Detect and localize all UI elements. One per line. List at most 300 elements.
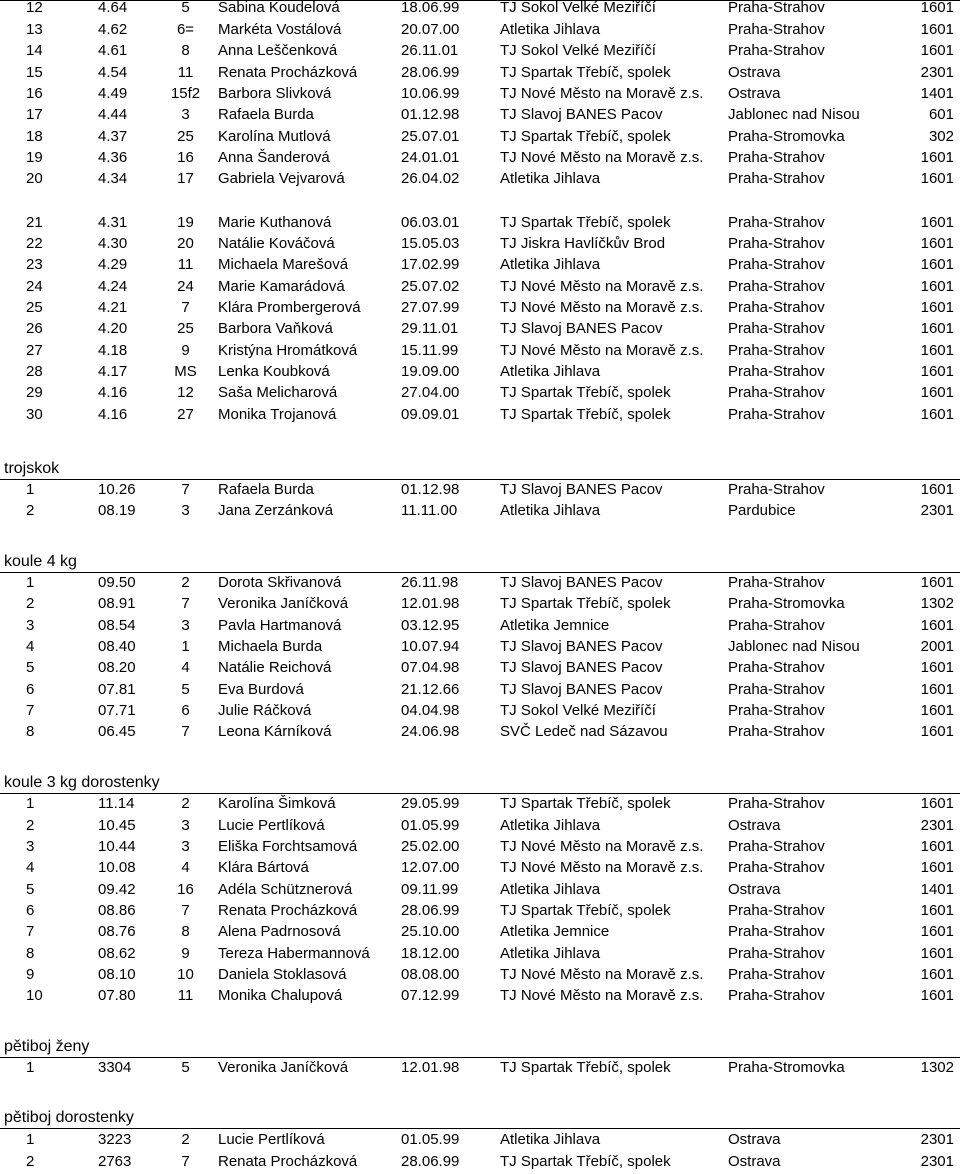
club-name: Atletika Jihlava (500, 363, 601, 380)
athlete-name: Anna Leščenková (218, 42, 338, 59)
row-index: 30 (26, 406, 43, 423)
result-row (0, 83, 960, 104)
birth-date: 09.11.99 (401, 881, 459, 898)
athlete-name: Marie Kamarádová (218, 278, 345, 295)
athlete-name: Pavla Hartmanová (218, 617, 342, 634)
result-row (0, 361, 960, 382)
athlete-name: Monika Chalupová (218, 987, 343, 1004)
section-title: trojskok (4, 460, 60, 477)
birth-date: 11.11.00 (401, 502, 458, 519)
meet-code: 1601 (920, 902, 954, 919)
row-index: 2 (26, 817, 35, 834)
meet-code: 1601 (920, 384, 954, 401)
row-index: 28 (26, 363, 43, 380)
result-value: 08.10 (98, 966, 136, 983)
club-name: Atletika Jihlava (500, 256, 601, 273)
result-value: 08.62 (98, 945, 136, 962)
result-value: 4.49 (98, 85, 128, 102)
meet-code: 1601 (920, 278, 954, 295)
meet-code: 1601 (920, 170, 954, 187)
birth-date: 25.07.02 (401, 278, 460, 295)
result-row (0, 572, 960, 593)
venue: Praha-Strahov (728, 42, 825, 59)
place: 25 (177, 128, 194, 145)
athlete-name: Klára Bártová (218, 859, 309, 876)
athlete-name: Sabina Koudelová (218, 0, 340, 16)
club-name: Atletika Jihlava (500, 1131, 601, 1148)
row-index: 23 (26, 256, 43, 273)
row-index: 22 (26, 235, 43, 252)
row-index: 2 (26, 502, 35, 519)
athlete-name: Lucie Pertlíková (218, 817, 325, 834)
result-row (0, 857, 960, 878)
birth-date: 01.12.98 (401, 481, 460, 498)
row-index: 1 (26, 1059, 35, 1076)
club-name: Atletika Jihlava (500, 170, 601, 187)
athlete-name: Anna Šanderová (218, 149, 330, 166)
result-row (0, 921, 960, 942)
row-index: 16 (26, 85, 43, 102)
result-row (0, 943, 960, 964)
row-index: 14 (26, 42, 43, 59)
meet-code: 1601 (920, 320, 954, 337)
venue: Praha-Strahov (728, 214, 825, 231)
birth-date: 26.04.02 (401, 170, 460, 187)
place: 4 (181, 859, 190, 876)
place: 3 (181, 502, 190, 519)
meet-code: 2301 (920, 64, 954, 81)
venue: Praha-Strahov (728, 923, 825, 940)
club-name: TJ Spartak Třebíč, spolek (500, 1153, 671, 1170)
place: 6= (176, 21, 195, 38)
result-row (0, 318, 960, 339)
club-name: TJ Spartak Třebíč, spolek (500, 406, 671, 423)
place: 3 (181, 617, 190, 634)
place: 7 (181, 299, 190, 316)
club-name: TJ Nové Město na Moravě z.s. (500, 85, 704, 102)
athlete-name: Kristýna Hromátková (218, 342, 358, 359)
row-index: 26 (26, 320, 43, 337)
row-index: 20 (26, 170, 43, 187)
venue: Ostrava (728, 817, 781, 834)
athlete-name: Barbora Slivková (218, 85, 332, 102)
result-row (0, 233, 960, 254)
athlete-name: Veronika Janíčková (218, 595, 349, 612)
result-row (0, 340, 960, 361)
athlete-name: Eliška Forchtsamová (218, 838, 358, 855)
club-name: TJ Nové Město na Moravě z.s. (500, 966, 704, 983)
club-name: TJ Spartak Třebíč, spolek (500, 1059, 671, 1076)
row-index: 24 (26, 278, 43, 295)
row-index: 29 (26, 384, 43, 401)
place: 16 (177, 881, 194, 898)
result-row (0, 404, 960, 425)
result-value: 4.61 (98, 42, 128, 59)
club-name: TJ Spartak Třebíč, spolek (500, 795, 671, 812)
place: 25 (177, 320, 194, 337)
athlete-name: Renata Procházková (218, 902, 358, 919)
row-index: 8 (26, 945, 35, 962)
athlete-name: Barbora Vaňková (218, 320, 333, 337)
row-index: 3 (26, 838, 35, 855)
row-index: 21 (26, 214, 43, 231)
venue: Praha-Strahov (728, 170, 825, 187)
birth-date: 18.06.99 (401, 0, 460, 16)
meet-code: 1601 (920, 945, 954, 962)
club-name: TJ Slavoj BANES Pacov (500, 638, 663, 655)
birth-date: 10.06.99 (401, 85, 460, 102)
athlete-name: Alena Padrnosová (218, 923, 341, 940)
result-value: 08.91 (98, 595, 136, 612)
result-value: 08.54 (98, 617, 136, 634)
club-name: TJ Slavoj BANES Pacov (500, 681, 663, 698)
result-value: 07.71 (98, 702, 136, 719)
result-row (0, 147, 960, 168)
club-name: Atletika Jihlava (500, 502, 601, 519)
result-row (0, 657, 960, 678)
athlete-name: Jana Zerzánková (218, 502, 334, 519)
venue: Praha-Strahov (728, 617, 825, 634)
result-row (0, 40, 960, 61)
row-index: 5 (26, 659, 35, 676)
result-row (0, 636, 960, 657)
result-row (0, 0, 960, 18)
meet-code: 2301 (920, 502, 954, 519)
place: 4 (181, 659, 190, 676)
birth-date: 27.04.00 (401, 384, 460, 401)
result-value: 4.37 (98, 128, 128, 145)
venue: Jablonec nad Nisou (728, 106, 860, 123)
birth-date: 17.02.99 (401, 256, 460, 273)
birth-date: 25.02.00 (401, 838, 460, 855)
place: 20 (177, 235, 194, 252)
birth-date: 12.01.98 (401, 1059, 460, 1076)
club-name: TJ Nové Město na Moravě z.s. (500, 987, 704, 1004)
birth-date: 19.09.00 (401, 363, 460, 380)
place: 3 (181, 838, 190, 855)
result-value: 4.21 (98, 299, 128, 316)
row-index: 4 (26, 638, 35, 655)
club-name: TJ Sokol Velké Meziříčí (500, 42, 656, 59)
place: 2 (181, 574, 190, 591)
club-name: TJ Spartak Třebíč, spolek (500, 384, 671, 401)
club-name: TJ Slavoj BANES Pacov (500, 574, 663, 591)
meet-code: 1601 (920, 235, 954, 252)
venue: Praha-Strahov (728, 945, 825, 962)
club-name: TJ Spartak Třebíč, spolek (500, 64, 671, 81)
athlete-name: Saša Melicharová (218, 384, 338, 401)
venue: Praha-Strahov (728, 723, 825, 740)
athlete-name: Leona Kárníková (218, 723, 332, 740)
place: 9 (181, 342, 190, 359)
row-index: 1 (26, 795, 35, 812)
athlete-name: Veronika Janíčková (218, 1059, 349, 1076)
result-row (0, 593, 960, 614)
birth-date: 07.04.98 (401, 659, 460, 676)
birth-date: 27.07.99 (401, 299, 460, 316)
meet-code: 1601 (920, 342, 954, 359)
result-value: 4.31 (98, 214, 128, 231)
result-value: 4.17 (98, 363, 128, 380)
athlete-name: Marie Kuthanová (218, 214, 332, 231)
result-value: 3223 (98, 1131, 132, 1148)
meet-code: 1601 (920, 363, 954, 380)
meet-code: 1601 (920, 21, 954, 38)
venue: Praha-Stromovka (728, 128, 845, 145)
place: 5 (181, 1059, 190, 1076)
meet-code: 1601 (920, 723, 954, 740)
venue: Praha-Strahov (728, 235, 825, 252)
birth-date: 29.05.99 (401, 795, 460, 812)
meet-code: 1601 (920, 299, 954, 316)
meet-code: 1302 (920, 595, 954, 612)
result-row (0, 212, 960, 233)
birth-date: 20.07.00 (401, 21, 460, 38)
place: 17 (177, 170, 194, 187)
row-index: 2 (26, 1153, 35, 1170)
athlete-name: Michaela Marešová (218, 256, 349, 273)
result-value: 2763 (98, 1153, 132, 1170)
birth-date: 01.12.98 (401, 106, 460, 123)
venue: Praha-Strahov (728, 481, 825, 498)
venue: Praha-Strahov (728, 278, 825, 295)
meet-code: 1601 (920, 149, 954, 166)
place: 8 (181, 42, 190, 59)
club-name: TJ Slavoj BANES Pacov (500, 106, 663, 123)
venue: Praha-Stromovka (728, 595, 845, 612)
athlete-name: Eva Burdová (218, 681, 304, 698)
row-index: 6 (26, 681, 35, 698)
venue: Praha-Strahov (728, 363, 825, 380)
club-name: TJ Nové Město na Moravě z.s. (500, 299, 704, 316)
row-index: 12 (26, 0, 43, 16)
club-name: Atletika Jihlava (500, 21, 601, 38)
meet-code: 601 (928, 106, 954, 123)
place: 2 (181, 1131, 190, 1148)
row-index: 27 (26, 342, 43, 359)
meet-code: 1601 (920, 838, 954, 855)
birth-date: 21.12.66 (401, 681, 460, 698)
result-value: 11.14 (98, 795, 135, 812)
result-value: 08.76 (98, 923, 136, 940)
birth-date: 15.11.99 (401, 342, 459, 359)
athlete-name: Rafaela Burda (218, 106, 314, 123)
place: 7 (181, 1153, 190, 1170)
meet-code: 1601 (920, 987, 954, 1004)
meet-code: 1401 (920, 85, 954, 102)
club-name: TJ Nové Město na Moravě z.s. (500, 149, 704, 166)
venue: Praha-Strahov (728, 21, 825, 38)
venue: Praha-Strahov (728, 320, 825, 337)
birth-date: 12.07.00 (401, 859, 460, 876)
result-value: 4.44 (98, 106, 128, 123)
result-value: 4.18 (98, 342, 128, 359)
section-title: pětiboj ženy (4, 1038, 90, 1055)
place: MS (174, 363, 197, 380)
place: 8 (181, 923, 190, 940)
place: 7 (181, 723, 190, 740)
place: 27 (177, 406, 194, 423)
meet-code: 1601 (920, 406, 954, 423)
venue: Praha-Strahov (728, 384, 825, 401)
result-row (0, 62, 960, 83)
venue: Praha-Strahov (728, 681, 825, 698)
result-row (0, 700, 960, 721)
meet-code: 1601 (920, 574, 954, 591)
result-row (0, 19, 960, 40)
row-index: 19 (26, 149, 43, 166)
result-row (0, 815, 960, 836)
club-name: TJ Slavoj BANES Pacov (500, 481, 663, 498)
section-title: koule 4 kg (4, 553, 77, 570)
place: 9 (181, 945, 190, 962)
club-name: TJ Spartak Třebíč, spolek (500, 214, 671, 231)
venue: Praha-Strahov (728, 859, 825, 876)
venue: Ostrava (728, 881, 781, 898)
club-name: Atletika Jihlava (500, 881, 601, 898)
place: 7 (181, 481, 190, 498)
club-name: TJ Slavoj BANES Pacov (500, 320, 663, 337)
result-value: 4.62 (98, 21, 128, 38)
birth-date: 08.08.00 (401, 966, 460, 983)
place: 16 (177, 149, 194, 166)
result-row (0, 615, 960, 636)
club-name: Atletika Jihlava (500, 817, 601, 834)
row-index: 5 (26, 881, 35, 898)
result-value: 06.45 (98, 723, 136, 740)
birth-date: 04.04.98 (401, 702, 460, 719)
venue: Ostrava (728, 64, 781, 81)
result-row (0, 168, 960, 189)
row-index: 9 (26, 966, 35, 983)
athlete-name: Renata Procházková (218, 64, 358, 81)
result-row (0, 1151, 960, 1172)
birth-date: 01.05.99 (401, 1131, 460, 1148)
result-value: 09.50 (98, 574, 136, 591)
meet-code: 1302 (920, 1059, 954, 1076)
club-name: TJ Nové Město na Moravě z.s. (500, 342, 704, 359)
birth-date: 01.05.99 (401, 817, 460, 834)
athlete-name: Monika Trojanová (218, 406, 337, 423)
result-value: 4.34 (98, 170, 128, 187)
birth-date: 26.11.98 (401, 574, 459, 591)
club-name: TJ Spartak Třebíč, spolek (500, 128, 671, 145)
venue: Praha-Strahov (728, 299, 825, 316)
venue: Ostrava (728, 85, 781, 102)
result-row (0, 254, 960, 275)
club-name: TJ Spartak Třebíč, spolek (500, 902, 671, 919)
row-index: 3 (26, 617, 35, 634)
meet-code: 1601 (920, 481, 954, 498)
meet-code: 1601 (920, 795, 954, 812)
result-value: 09.42 (98, 881, 136, 898)
result-row (0, 104, 960, 125)
row-index: 8 (26, 723, 35, 740)
result-value: 4.24 (98, 278, 128, 295)
club-name: TJ Spartak Třebíč, spolek (500, 595, 671, 612)
result-value: 10.26 (98, 481, 136, 498)
club-name: Atletika Jemnice (500, 617, 610, 634)
row-index: 1 (26, 574, 35, 591)
result-row (0, 297, 960, 318)
result-value: 4.16 (98, 384, 128, 401)
meet-code: 1601 (920, 42, 954, 59)
row-index: 1 (26, 1131, 35, 1148)
venue: Praha-Stromovka (728, 1059, 845, 1076)
club-name: TJ Jiskra Havlíčkův Brod (500, 235, 666, 252)
result-value: 08.19 (98, 502, 136, 519)
athlete-name: Adéla Schütznerová (218, 881, 353, 898)
venue: Praha-Strahov (728, 149, 825, 166)
athlete-name: Dorota Skřivanová (218, 574, 342, 591)
birth-date: 12.01.98 (401, 595, 460, 612)
athlete-name: Tereza Habermannová (218, 945, 370, 962)
venue: Praha-Strahov (728, 342, 825, 359)
result-row (0, 900, 960, 921)
result-value: 4.54 (98, 64, 128, 81)
result-value: 07.81 (98, 681, 136, 698)
result-row (0, 382, 960, 403)
row-index: 6 (26, 902, 35, 919)
meet-code: 1601 (920, 859, 954, 876)
place: 3 (181, 817, 190, 834)
venue: Jablonec nad Nisou (728, 638, 860, 655)
place: 12 (177, 384, 194, 401)
meet-code: 1601 (920, 702, 954, 719)
result-value: 4.29 (98, 256, 128, 273)
athlete-name: Markéta Vostálová (218, 21, 342, 38)
birth-date: 24.01.01 (401, 149, 460, 166)
birth-date: 29.11.01 (401, 320, 459, 337)
row-index: 15 (26, 64, 43, 81)
meet-code: 1601 (920, 617, 954, 634)
place: 7 (181, 595, 190, 612)
result-row (0, 879, 960, 900)
venue: Praha-Strahov (728, 659, 825, 676)
athlete-name: Daniela Stoklasová (218, 966, 347, 983)
result-row (0, 793, 960, 814)
place: 11 (177, 256, 194, 273)
place: 15f2 (170, 85, 201, 102)
venue: Praha-Strahov (728, 838, 825, 855)
place: 10 (177, 966, 194, 983)
place: 7 (181, 902, 190, 919)
meet-code: 1601 (920, 0, 954, 16)
place: 11 (177, 987, 194, 1004)
club-name: TJ Nové Město na Moravě z.s. (500, 859, 704, 876)
meet-code: 1601 (920, 659, 954, 676)
club-name: TJ Sokol Velké Meziříčí (500, 0, 656, 16)
birth-date: 10.07.94 (401, 638, 460, 655)
athlete-name: Julie Ráčková (218, 702, 312, 719)
result-row (0, 500, 960, 521)
athlete-name: Natálie Kováčová (218, 235, 335, 252)
result-row (0, 1129, 960, 1150)
club-name: Atletika Jemnice (500, 923, 610, 940)
venue: Praha-Strahov (728, 0, 825, 16)
meet-code: 1601 (920, 214, 954, 231)
result-row (0, 985, 960, 1006)
meet-code: 1401 (920, 881, 954, 898)
athlete-name: Karolína Mutlová (218, 128, 331, 145)
athlete-name: Natálie Reichová (218, 659, 332, 676)
row-index: 13 (26, 21, 43, 38)
athlete-name: Renata Procházková (218, 1153, 358, 1170)
venue: Praha-Strahov (728, 256, 825, 273)
club-name: TJ Nové Město na Moravě z.s. (500, 278, 704, 295)
row-index: 4 (26, 859, 35, 876)
venue: Pardubice (728, 502, 796, 519)
